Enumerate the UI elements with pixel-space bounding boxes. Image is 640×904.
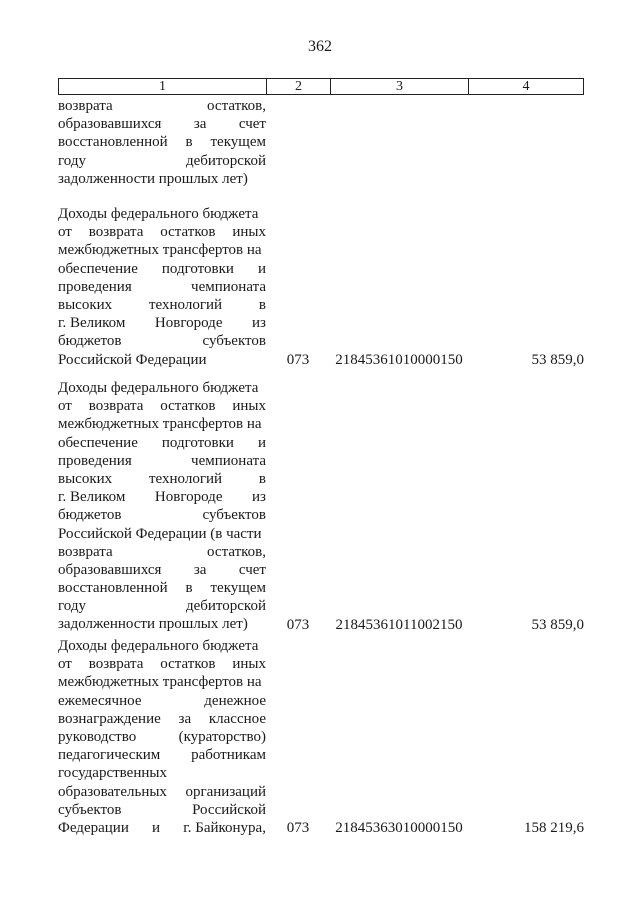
description-line	[58, 673, 266, 691]
description-word: счет	[238, 561, 266, 578]
description-word: в	[185, 134, 193, 151]
description-word: ежемесячное	[58, 692, 142, 709]
description-word: задолженности прошлых лет)	[58, 616, 248, 633]
row-description	[58, 637, 266, 837]
description-line	[58, 470, 266, 488]
description-word: остатков	[160, 224, 216, 241]
description-word: бюджетов	[58, 333, 122, 350]
description-word: возврата	[58, 543, 113, 560]
description-word: от	[58, 224, 72, 241]
description-word: высоких	[58, 470, 113, 487]
description-word: проведения	[58, 452, 132, 469]
description-word: организаций	[185, 783, 266, 800]
description-word: текущем	[210, 580, 266, 597]
description-word: руководство	[58, 728, 137, 745]
description-word: и	[257, 434, 266, 451]
description-line	[58, 351, 266, 369]
description-word: остатков	[160, 398, 216, 415]
description-word: от	[58, 398, 72, 415]
description-word: вознаграждение	[58, 710, 161, 727]
description-word: остатков,	[207, 98, 266, 114]
description-word: проведения	[58, 278, 132, 295]
description-word: возврата	[88, 656, 144, 673]
description-line	[58, 692, 266, 710]
description-line	[58, 434, 266, 452]
row-code: 073	[286, 351, 310, 368]
description-line	[58, 133, 266, 151]
row-description	[58, 205, 266, 369]
description-word: Новгороде	[154, 315, 223, 332]
description-word: г. Великом	[58, 315, 126, 332]
description-word: из	[252, 315, 266, 332]
description-word: в	[258, 296, 266, 313]
row-code: 073	[286, 616, 310, 633]
description-word: образовательных	[58, 783, 167, 800]
description-word: дебиторской	[185, 598, 266, 615]
row-amount: 53 859,0	[531, 351, 584, 368]
description-word: Российской Федерации (в части	[58, 525, 262, 542]
description-line	[58, 615, 266, 633]
description-word: за	[193, 116, 207, 133]
description-word: субъектов	[202, 333, 266, 350]
description-word: возврата	[58, 98, 113, 114]
description-line	[58, 205, 266, 223]
description-word: г. Великом	[58, 489, 126, 506]
description-word: остатков	[160, 656, 216, 673]
description-word: (кураторство)	[178, 728, 266, 745]
description-word: государственных	[58, 765, 167, 782]
description-word: дебиторской	[185, 152, 266, 169]
description-line	[58, 728, 266, 746]
description-line	[58, 97, 266, 115]
description-word: иных	[232, 224, 266, 241]
description-word: задолженности прошлых лет)	[58, 170, 248, 187]
description-line	[58, 296, 266, 314]
description-line	[58, 241, 266, 259]
description-line	[58, 801, 266, 819]
description-line	[58, 637, 266, 655]
description-line	[58, 170, 266, 188]
description-word: остатков,	[207, 543, 266, 560]
description-word: году	[58, 152, 86, 169]
description-line	[58, 397, 266, 415]
description-line	[58, 379, 266, 397]
description-word: бюджетов	[58, 507, 122, 524]
description-line	[58, 260, 266, 278]
description-word: работникам	[191, 747, 266, 764]
description-word: межбюджетных трансфертов на	[58, 674, 262, 691]
table-header	[58, 78, 584, 95]
row-description	[58, 97, 266, 188]
description-word: г. Байконура,	[183, 819, 266, 836]
description-word: технологий	[149, 296, 223, 313]
description-word: денежное	[204, 692, 266, 709]
description-line	[58, 597, 266, 615]
description-word: восстановленной	[58, 580, 168, 597]
description-word: межбюджетных трансфертов на	[58, 242, 262, 259]
description-line	[58, 332, 266, 350]
description-line	[58, 152, 266, 170]
description-word: обеспечение	[58, 434, 138, 451]
row-kbk: 21845361011002150	[335, 616, 463, 633]
header-col-4: 4	[522, 79, 530, 94]
description-word: технологий	[149, 470, 223, 487]
description-line	[58, 278, 266, 296]
description-word: возврата	[88, 398, 144, 415]
description-word: чемпионата	[191, 452, 266, 469]
row-kbk: 21845361010000150	[335, 351, 463, 368]
description-word: и	[257, 260, 266, 277]
header-col-1: 1	[59, 79, 267, 94]
description-word: классное	[208, 710, 266, 727]
row-kbk: 21845363010000150	[335, 820, 463, 836]
description-line	[58, 543, 266, 561]
description-line	[58, 415, 266, 433]
description-word: Новгороде	[154, 489, 223, 506]
description-word: педагогическим	[58, 747, 161, 764]
description-line	[58, 223, 266, 241]
description-line	[58, 579, 266, 597]
description-word: и	[152, 819, 161, 836]
description-word: возврата	[88, 224, 144, 241]
description-line	[58, 115, 266, 133]
description-line	[58, 783, 266, 801]
header-col-3: 3	[331, 79, 469, 94]
description-word: образовавшихся	[58, 561, 162, 578]
description-line	[58, 764, 266, 782]
row-amount: 158 219,6	[524, 820, 584, 836]
description-word: за	[193, 561, 207, 578]
description-line	[58, 506, 266, 524]
description-line	[58, 561, 266, 579]
description-word: Доходы федерального бюджета	[58, 206, 259, 222]
page-number: 362	[308, 38, 332, 55]
description-line	[58, 452, 266, 470]
description-word: подготовки	[161, 434, 234, 451]
description-word: субъектов	[58, 801, 122, 818]
description-line	[58, 488, 266, 506]
description-line	[58, 314, 266, 332]
description-word: Доходы федерального бюджета	[58, 380, 259, 396]
description-line	[58, 710, 266, 728]
description-word: иных	[232, 398, 266, 415]
description-line	[58, 746, 266, 764]
description-word: из	[252, 489, 266, 506]
description-word: Российской Федерации	[58, 351, 207, 368]
header-col-2: 2	[267, 79, 331, 94]
row-amount: 53 859,0	[531, 616, 584, 633]
description-line	[58, 525, 266, 543]
description-word: восстановленной	[58, 134, 168, 151]
description-word: межбюджетных трансфертов на	[58, 416, 262, 433]
description-word: году	[58, 598, 86, 615]
description-word: счет	[238, 116, 266, 133]
description-word: образовавшихся	[58, 116, 162, 133]
description-line	[58, 819, 266, 837]
description-word: Федерации	[58, 819, 129, 836]
description-word: иных	[232, 656, 266, 673]
description-word: Российской	[192, 801, 266, 818]
description-word: субъектов	[202, 507, 266, 524]
description-word: обеспечение	[58, 260, 138, 277]
description-word: высоких	[58, 296, 113, 313]
description-word: в	[258, 470, 266, 487]
description-word: за	[178, 710, 192, 727]
description-word: подготовки	[161, 260, 234, 277]
description-word: чемпионата	[191, 278, 266, 295]
description-word: от	[58, 656, 72, 673]
row-description	[58, 379, 266, 634]
description-word: текущем	[210, 134, 266, 151]
description-word: Доходы федерального бюджета	[58, 638, 259, 654]
description-word: в	[185, 580, 193, 597]
description-line	[58, 655, 266, 673]
row-code: 073	[286, 820, 310, 836]
